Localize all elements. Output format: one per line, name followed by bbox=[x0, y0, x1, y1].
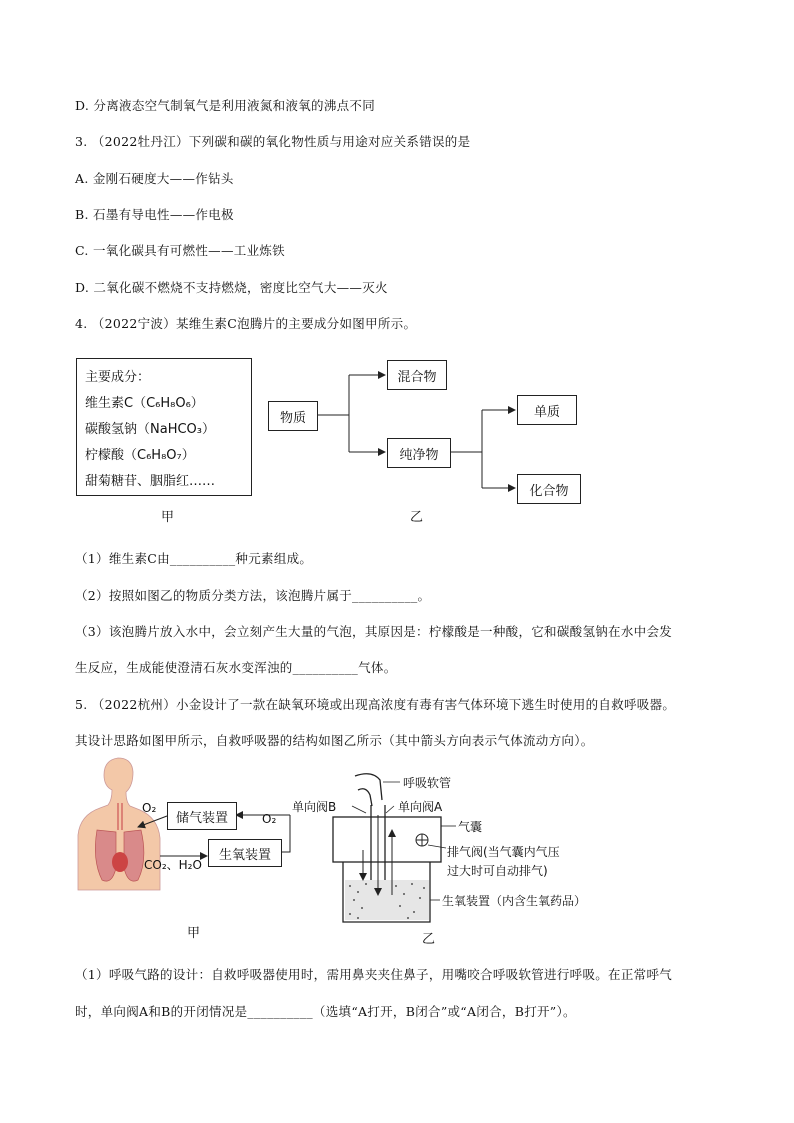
question-4: 4. （2022宁波）某维生素C泡腾片的主要成分如图甲所示。 bbox=[75, 316, 417, 331]
figure-4-caption-yi: 乙 bbox=[410, 510, 424, 525]
question-4-part-3-line-1: （3）该泡腾片放入水中，会立刻产生大量的气泡，其原因是：柠檬酸是一种酸，它和碳酸氢钠在水中会发 bbox=[75, 624, 673, 639]
element-box: 单质 bbox=[517, 395, 577, 425]
o2-to-person-label: O₂ bbox=[142, 801, 157, 815]
vent-valve-label-line-1: 排气阀(当气囊内气压 bbox=[447, 845, 560, 859]
question-4-part-2: （2）按照如图乙的物质分类方法，该泡腾片属于__________。 bbox=[75, 588, 431, 603]
question-5-line-1: 5. （2022杭州）小金设计了一款在缺氧环境或出现高浓度有毒有害气体环境下逃生时使用的自救呼吸器。 bbox=[75, 697, 676, 712]
exhaled-gas-label: CO₂、H₂O bbox=[144, 858, 202, 872]
ingredient-others: 甜菊糖苷、胭脂红…… bbox=[85, 474, 216, 489]
ingredient-sodium-bicarbonate: 碳酸氢钠（NaHCO₃） bbox=[85, 422, 215, 437]
oxygen-generator-box: 生氧装置 bbox=[208, 839, 282, 867]
ingredients-title: 主要成分： bbox=[85, 370, 151, 385]
question-3-option-c: C. 一氧化碳具有可燃性——工业炼铁 bbox=[75, 243, 285, 258]
question-5-part-1-line-1: （1）呼吸气路的设计：自救呼吸器使用时，需用鼻夹夹住鼻子，用嘴咬合呼吸软管进行呼吸。在正常呼气 bbox=[75, 967, 673, 982]
storage-device-box: 储气装置 bbox=[167, 802, 237, 830]
generator-chemicals-label: 生氧装置（内含生氧药品） bbox=[442, 894, 587, 908]
pure-substance-box: 纯净物 bbox=[387, 438, 451, 468]
question-5-part-1-line-2: 时，单向阀A和B的开闭情况是__________（选填“A打开，B闭合”或“A闭合，B打开”）。 bbox=[75, 1004, 576, 1019]
airbag-label: 气囊 bbox=[458, 820, 483, 834]
question-3: 3. （2022牡丹江）下列碳和碳的氧化物性质与用途对应关系错误的是 bbox=[75, 134, 471, 149]
breathing-hose-label: 呼吸软管 bbox=[403, 776, 452, 790]
compound-box: 化合物 bbox=[517, 474, 581, 504]
question-3-option-b: B. 石墨有导电性——作电极 bbox=[75, 207, 234, 222]
question-4-part-3-line-2: 生反应，生成能使澄清石灰水变浑浊的__________气体。 bbox=[75, 660, 397, 675]
question-3-option-a: A. 金刚石硬度大——作钻头 bbox=[75, 171, 234, 186]
option-d-air: D. 分离液态空气制氧气是利用液氮和液氧的沸点不同 bbox=[75, 98, 376, 113]
vent-valve-label-line-2: 过大时可自动排气) bbox=[447, 864, 548, 878]
valve-a-label: 单向阀A bbox=[398, 800, 443, 814]
valve-b-label: 单向阀B bbox=[292, 800, 337, 814]
ingredient-citric-acid: 柠檬酸（C₆H₈O₇） bbox=[85, 448, 195, 463]
oxygen-chemicals-fill bbox=[345, 880, 429, 920]
figure-5-caption-jia: 甲 bbox=[187, 926, 201, 941]
ingredient-vitamin-c: 维生素C（C₆H₈O₆） bbox=[85, 396, 204, 411]
question-4-part-1: （1）维生素C由__________种元素组成。 bbox=[75, 551, 313, 566]
question-3-option-d: D. 二氧化碳不燃烧不支持燃烧，密度比空气大——灭火 bbox=[75, 280, 388, 295]
o2-from-generator-label: O₂ bbox=[262, 812, 277, 826]
figure-4-caption-jia: 甲 bbox=[161, 510, 175, 525]
mixture-box: 混合物 bbox=[387, 360, 447, 390]
figure-5-caption-yi: 乙 bbox=[422, 932, 436, 947]
substance-box: 物质 bbox=[268, 401, 318, 431]
question-5-line-2: 其设计思路如图甲所示，自救呼吸器的结构如图乙所示（其中箭头方向表示气体流动方向）。 bbox=[75, 733, 594, 748]
